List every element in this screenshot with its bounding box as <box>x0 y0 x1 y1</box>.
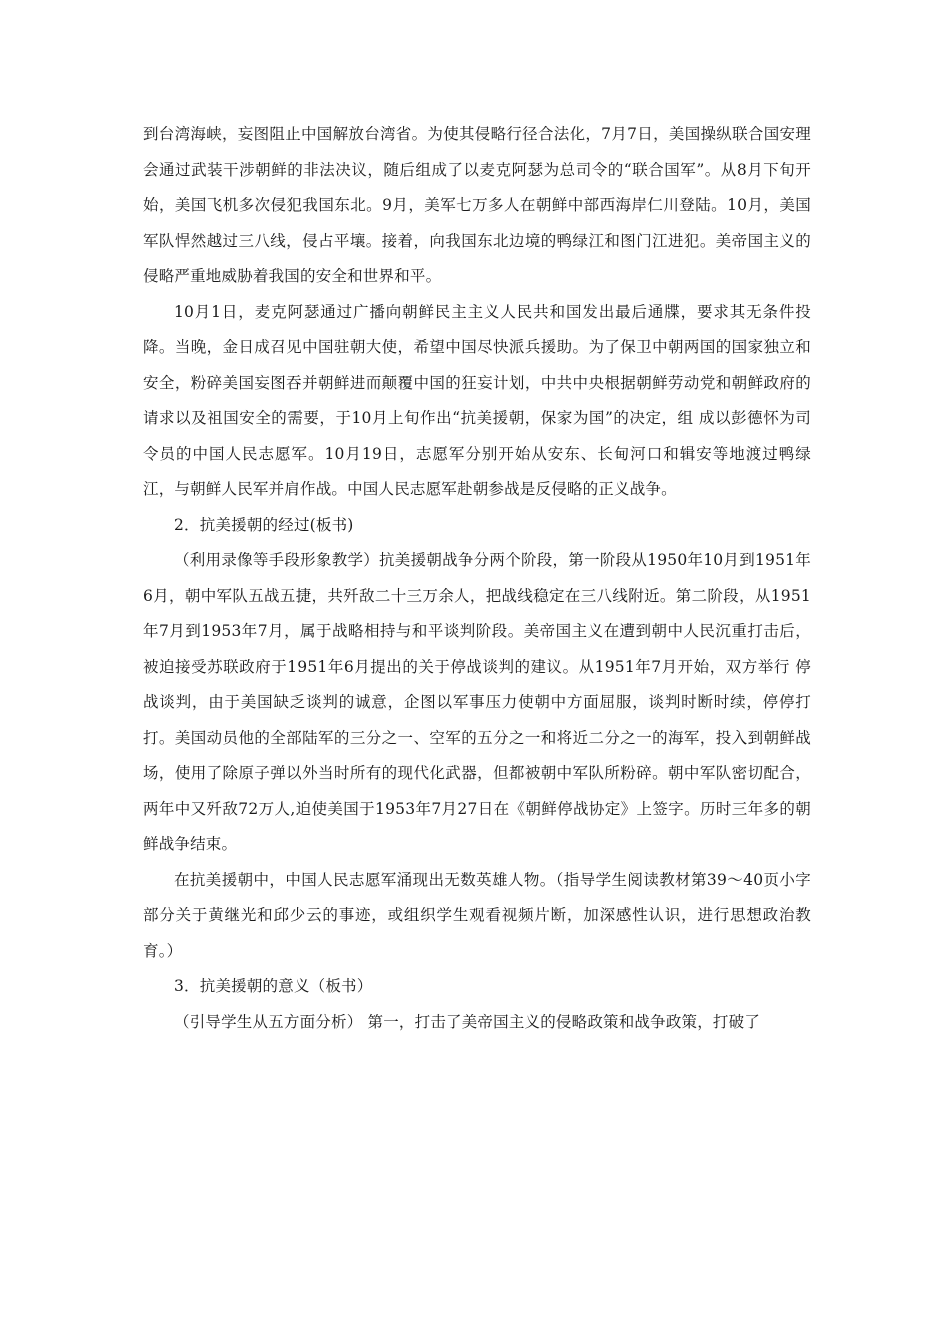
document-page <box>143 117 811 1040</box>
paragraph-significance-intro: （引导学生从五方面分析） 第一，打击了美帝国主义的侵略政策和战争政策，打破了 <box>174 1012 761 1031</box>
paragraph-heroes: 在抗美援朝中，中国人民志愿军涌现出无数英雄人物。（指导学生阅读教材第39～40页小字部分关于黄继光和邱少云的事迹，或组织学生观看视频片断，加深感性认识，进行思想政治教育。） <box>143 870 811 960</box>
paragraph-us-invasion: 到台湾海峡，妄图阻止中国解放台湾省。为使其侵略行径合法化，7月7日，美国操纵联合国安理会通过武装干涉朝鲜的非法决议，随后组成了以麦克阿瑟为总司令的“联合国军”。从8月下旬开始，美国飞机多次侵犯我国东北。9月，美军七万多人在朝鲜中部西海岸仁川登陆。10月，美国军队悍然越过三八线，侵占平壤。接着，向我国东北边境的鸭绿江和图门江进犯。美帝国主义的侵略严重地威胁着我国的安全和世界和平。 <box>143 125 811 285</box>
paragraph-volunteer-army-decision: 10月1日，麦克阿瑟通过广播向朝鲜民主主义人民共和国发出最后通牒，要求其无条件投降。当晚，金日成召见中国驻朝大使，希望中国尽快派兵援助。为了保卫中朝两国的国家独立和安全，粉碎美国妄图吞并朝鲜进而颠覆中国的狂妄计划，中共中央根据朝鲜劳动党和朝鲜政府的请求以及祖国安全的需要，于10月上旬作出“抗美援朝，保家为国”的决定，组 成以彭德怀为司令员的中国人民志愿军。10月19日，志愿军分别开始从安东、长甸河口和辑安等地渡过鸭绿江，与朝鲜人民军并肩作战。中国人民志愿军赴朝参战是反侵略的正义战争。 <box>143 302 811 498</box>
paragraph-war-stages: （利用录像等手段形象教学）抗美援朝战争分两个阶段，第一阶段从1950年10月到1951年6月，朝中军队五战五捷，共歼敌二十三万余人，把战线稳定在三八线附近。第二阶段，从1951年7月到1953年7月，属于战略相持与和平谈判阶段。美帝国主义在遭到朝中人民沉重打击后，被迫接受苏联政府于1951年6月提出的关于停战谈判的建议。从1951年7月开始，双方举行 停战谈判，由于美国缺乏谈判的诚意，企图以军事压力使朝中方面屈服，谈判时断时续，停停打打。美国动员他的全部陆军的三分之一、空军的五分之一和将近二分之一的海军，投入到朝鲜战场，使用了除原子弹以外当时所有的现代化武器，但都被朝中军队所粉碎。朝中军队密切配合，两年中又歼敌72万人,迫使美国于1953年7月27日在《朝鲜停战协定》上签字。历时三年多的朝鲜战争结束。 <box>143 551 811 853</box>
section-heading-war-significance: 3．抗美援朝的意义（板书） <box>174 977 373 995</box>
section-heading-war-process: 2．抗美援朝的经过(板书) <box>174 515 354 534</box>
